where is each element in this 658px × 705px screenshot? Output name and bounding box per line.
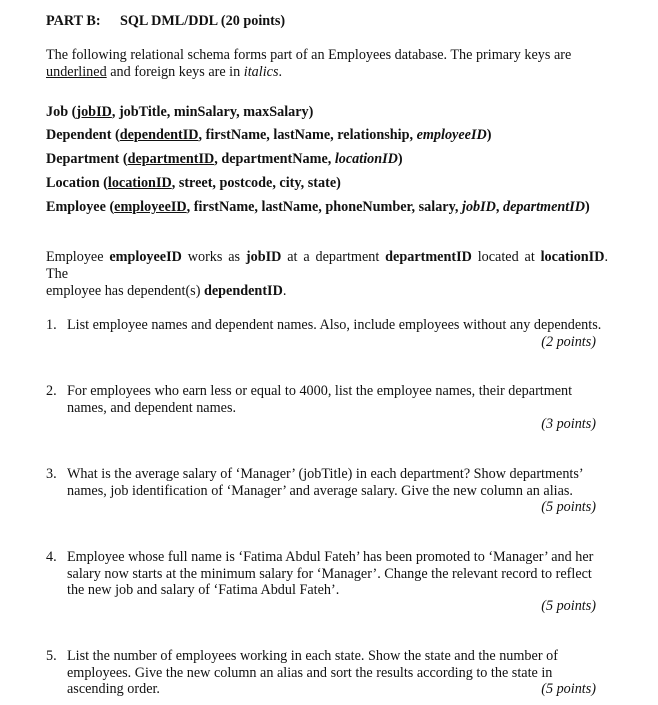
desc-text: at a department <box>281 249 386 265</box>
section-label: PART B: <box>46 13 101 29</box>
question-text: names, and dependent names. <box>67 400 237 416</box>
question-text: List employee names and dependent names. Also, include employees without any dependents. <box>67 317 602 333</box>
desc-bold: departmentID <box>385 249 472 265</box>
schema-close: ) <box>486 127 492 143</box>
question-text: names, job identification of ‘Manager’ and average salary. Give the new column an alias. <box>67 483 573 499</box>
schema-table-name: Job ( <box>46 104 77 120</box>
desc-text: employee has dependent(s) <box>46 283 204 299</box>
question-number: 1. <box>46 317 57 333</box>
schema-separator: , <box>495 199 503 215</box>
question-number: 3. <box>46 466 57 482</box>
schema-table-name: Location ( <box>46 175 108 191</box>
desc-text: located at <box>471 249 541 265</box>
question-text: salary now starts at the minimum salary for ‘Manager’. Change the relevant record to reflect <box>67 566 592 582</box>
question-number: 4. <box>46 549 57 565</box>
schema-table-name: Employee ( <box>46 199 115 215</box>
question-number: 5. <box>46 648 57 664</box>
question-text: List the number of employees working in each state. Show the state and the number of <box>67 648 558 664</box>
desc-text: Employee <box>46 249 110 265</box>
question-number: 2. <box>46 383 57 399</box>
intro-period: . <box>278 64 283 80</box>
description-paragraph <box>46 249 608 300</box>
question-text: What is the average salary of ‘Manager’ (jobTitle) in each department? Show departments’ <box>67 466 584 482</box>
question-text: ascending order. <box>67 681 160 697</box>
foreign-key: departmentID <box>503 199 585 215</box>
question-text: employees. Give the new column an alias and sort the results according to the state in <box>67 665 553 681</box>
schema-attributes: , departmentName, <box>214 151 335 167</box>
schema-attributes: , jobTitle, minSalary, maxSalary) <box>111 104 314 120</box>
intro-paragraph <box>46 47 608 81</box>
foreign-key: jobID <box>462 199 496 215</box>
desc-bold: jobID <box>245 249 282 265</box>
desc-bold: employeeID <box>109 249 182 265</box>
question-text: the new job and salary of ‘Fatima Abdul Fateh’. <box>67 582 340 598</box>
schema-location <box>46 175 341 192</box>
schema-attributes: , firstName, lastName, relationship, <box>198 127 417 143</box>
primary-key: locationID <box>107 175 172 191</box>
primary-key: dependentID <box>119 127 199 143</box>
section-title: SQL DML/DDL (20 points) <box>120 13 286 29</box>
italics-word: italics <box>243 64 279 80</box>
schema-table-name: Dependent ( <box>46 127 120 143</box>
desc-bold: locationID <box>540 249 605 265</box>
intro-line-2 <box>46 64 608 81</box>
question-points: (5 points) <box>541 681 596 697</box>
intro-line-1: The following relational schema forms part of an Employees database. The primary keys are <box>46 47 572 63</box>
intro-text: and foreign keys are in <box>106 64 244 80</box>
desc-text: works as <box>181 249 246 265</box>
question-points: (2 points) <box>541 334 596 350</box>
schema-close: ) <box>397 151 403 167</box>
description-line-2 <box>46 283 608 300</box>
schema-close: ) <box>584 199 590 215</box>
primary-key: employeeID <box>114 199 187 215</box>
desc-text: . <box>282 283 287 299</box>
schema-attributes: , street, postcode, city, state) <box>171 175 341 191</box>
schema-employee <box>46 199 590 216</box>
desc-bold: dependentID <box>203 283 283 299</box>
question-points: (5 points) <box>541 598 596 614</box>
question-points: (5 points) <box>541 499 596 515</box>
question-text: For employees who earn less or equal to 4000, list the employee names, their department <box>67 383 573 399</box>
foreign-key: employeeID <box>416 127 487 143</box>
underlined-word: underlined <box>46 64 107 80</box>
primary-key: jobID <box>76 104 112 120</box>
section-heading <box>46 13 285 30</box>
schema-table-name: Department ( <box>46 151 128 167</box>
foreign-key: locationID <box>334 151 398 167</box>
description-line-1 <box>46 249 608 283</box>
schema-job <box>46 104 313 121</box>
schema-attributes: , firstName, lastName, phoneNumber, salary, <box>186 199 462 215</box>
primary-key: departmentID <box>127 151 215 167</box>
schema-department <box>46 151 403 168</box>
schema-dependent <box>46 127 491 144</box>
question-points: (3 points) <box>541 416 596 432</box>
question-text: Employee whose full name is ‘Fatima Abdul Fateh’ has been promoted to ‘Manager’ and her <box>67 549 594 565</box>
desc-text: . The <box>46 249 608 282</box>
